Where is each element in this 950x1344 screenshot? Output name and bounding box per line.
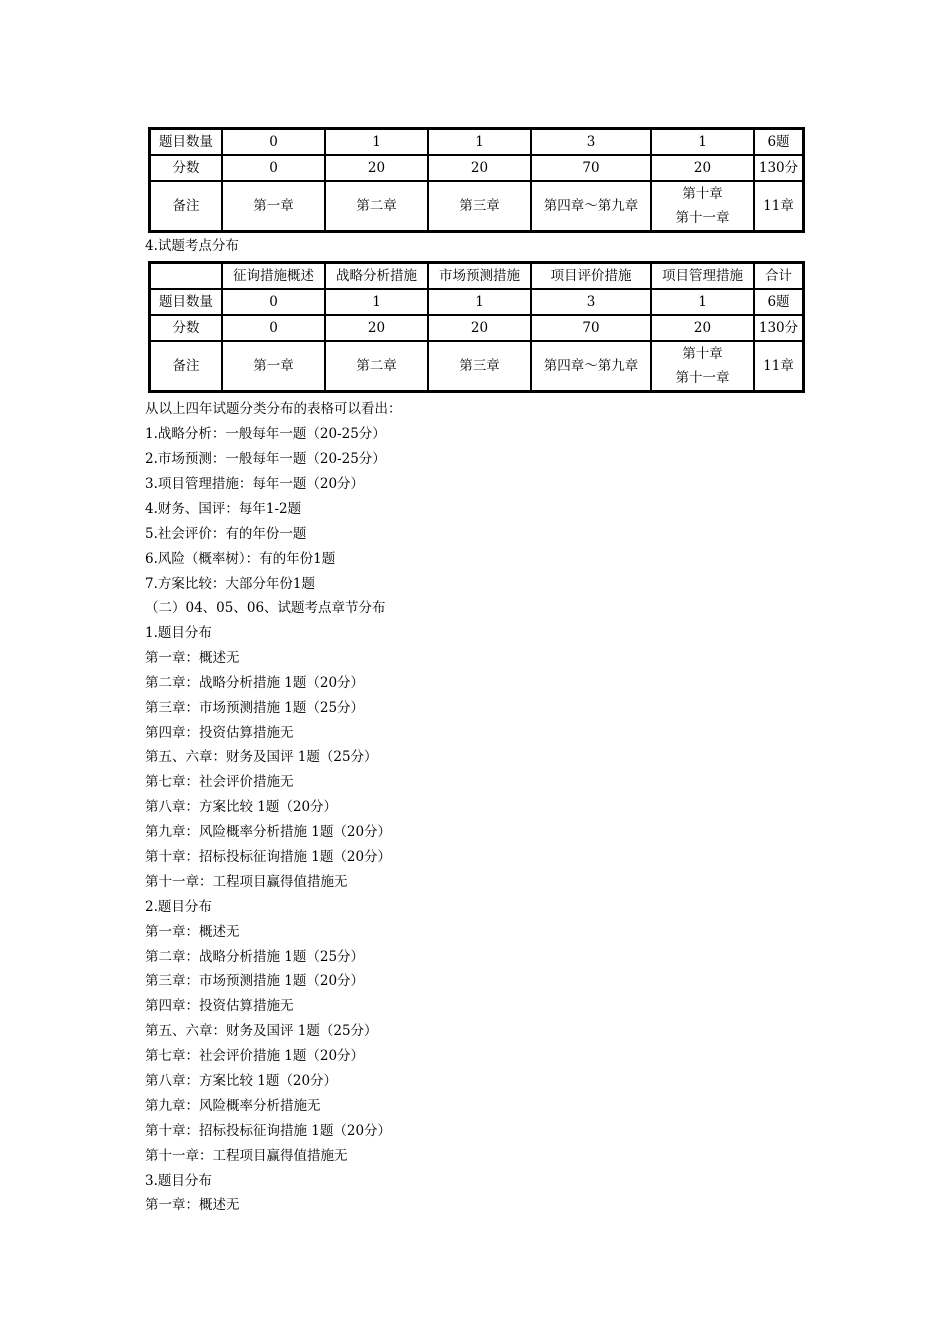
row-label: 题目数量 <box>150 129 222 155</box>
table-cell: 130分 <box>754 155 803 181</box>
row-label: 分数 <box>150 155 222 181</box>
table-header-row <box>150 263 803 289</box>
text-line: 2.市场预测：一般每年一题（20-25分） <box>145 451 386 467</box>
text-line: 第三章：市场预测措施 1题（25分） <box>145 700 365 716</box>
table-row <box>150 289 803 315</box>
table-row <box>150 341 803 391</box>
text-line: 2.题目分布 <box>145 899 212 915</box>
text-line: 第九章：风险概率分析措施 1题（20分） <box>145 824 392 840</box>
table-cell: 11章 <box>754 181 803 231</box>
text-line: 1.题目分布 <box>145 625 212 641</box>
text-line: 第九章：风险概率分析措施无 <box>145 1098 321 1114</box>
text-line: 第五、六章：财务及国评 1题（25分） <box>145 749 378 765</box>
header-cell: 项目管理措施 <box>651 263 754 289</box>
table-cell: 1 <box>651 129 754 155</box>
header-cell <box>150 263 222 289</box>
text-line: 第二章：战略分析措施 1题（25分） <box>145 949 365 965</box>
table-cell: 20 <box>651 155 754 181</box>
text-line: 6.风险（概率树）：有的年份1题 <box>145 551 336 567</box>
table-cell: 20 <box>428 315 531 341</box>
text-line: 第七章：社会评价措施无 <box>145 774 294 790</box>
table-cell: 3 <box>531 289 651 315</box>
text-line: 第四章：投资估算措施无 <box>145 725 294 741</box>
header-cell: 市场预测措施 <box>428 263 531 289</box>
table-cell: 第一章 <box>222 181 325 231</box>
topic-distribution-table <box>148 261 805 393</box>
text-line: 第五、六章：财务及国评 1题（25分） <box>145 1023 378 1039</box>
text-line: 第十一章：工程项目赢得值措施无 <box>145 874 348 890</box>
text-line: （二）04、05、06、试题考点章节分布 <box>145 600 386 616</box>
row-label: 备注 <box>150 181 222 231</box>
table-cell: 第二章 <box>325 181 428 231</box>
text-line: 3.题目分布 <box>145 1173 212 1189</box>
row-label: 题目数量 <box>150 289 222 315</box>
text-line: 第一章：概述无 <box>145 924 240 940</box>
section-heading: 4.试题考点分布 <box>145 238 239 254</box>
table-cell: 1 <box>325 289 428 315</box>
table-cell: 第三章 <box>428 181 531 231</box>
cell-line: 第十一章 <box>675 210 730 226</box>
table-cell: 6题 <box>754 129 803 155</box>
table-row <box>150 315 803 341</box>
text-line: 7.方案比较：大部分年份1题 <box>145 576 315 592</box>
table-cell: 第三章 <box>428 341 531 391</box>
table-row <box>150 155 803 181</box>
score-table-top <box>148 127 805 233</box>
table-cell: 第四章～第九章 <box>531 181 651 231</box>
table-cell: 70 <box>531 315 651 341</box>
text-line: 4.财务、国评：每年1-2题 <box>145 501 302 517</box>
table-cell: 130分 <box>754 315 803 341</box>
header-cell: 征询措施概述 <box>222 263 325 289</box>
header-cell: 合计 <box>754 263 803 289</box>
text-line: 第二章：战略分析措施 1题（20分） <box>145 675 365 691</box>
table-cell: 20 <box>325 315 428 341</box>
cell-line: 第十章 <box>682 186 723 202</box>
text-line: 第八章：方案比较 1题（20分） <box>145 799 338 815</box>
text-line: 1.战略分析：一般每年一题（20-25分） <box>145 426 386 442</box>
text-line: 第一章：概述无 <box>145 650 240 666</box>
row-label: 备注 <box>150 341 222 391</box>
text-line: 第八章：方案比较 1题（20分） <box>145 1073 338 1089</box>
table-cell: 0 <box>222 289 325 315</box>
table-cell: 3 <box>531 129 651 155</box>
table-cell: 第一章 <box>222 341 325 391</box>
table-cell: 1 <box>428 129 531 155</box>
table-cell: 1 <box>325 129 428 155</box>
table-cell: 第二章 <box>325 341 428 391</box>
table-cell <box>651 341 754 391</box>
table-row <box>150 129 803 155</box>
text-line: 3.项目管理措施：每年一题（20分） <box>145 476 365 492</box>
table-row <box>150 181 803 231</box>
text-line: 第十一章：工程项目赢得值措施无 <box>145 1148 348 1164</box>
table-cell: 70 <box>531 155 651 181</box>
cell-line: 第十一章 <box>675 370 730 386</box>
table-cell: 0 <box>222 129 325 155</box>
table-cell: 20 <box>428 155 531 181</box>
header-cell: 项目评价措施 <box>531 263 651 289</box>
text-line: 从以上四年试题分类分布的表格可以看出： <box>145 401 402 417</box>
text-line: 第七章：社会评价措施 1题（20分） <box>145 1048 365 1064</box>
table-cell <box>651 181 754 231</box>
text-line: 第十章：招标投标征询措施 1题（20分） <box>145 849 392 865</box>
text-line: 第四章：投资估算措施无 <box>145 998 294 1014</box>
table-cell: 第四章～第九章 <box>531 341 651 391</box>
text-line: 第三章：市场预测措施 1题（20分） <box>145 973 365 989</box>
table-cell: 0 <box>222 155 325 181</box>
text-line: 5.社会评价：有的年份一题 <box>145 526 307 542</box>
text-line: 第十章：招标投标征询措施 1题（20分） <box>145 1123 392 1139</box>
table-cell: 1 <box>651 289 754 315</box>
table-cell: 0 <box>222 315 325 341</box>
cell-line: 第十章 <box>682 346 723 362</box>
table-cell: 11章 <box>754 341 803 391</box>
text-line: 第一章：概述无 <box>145 1197 240 1213</box>
table-cell: 20 <box>651 315 754 341</box>
table-cell: 6题 <box>754 289 803 315</box>
table-cell: 20 <box>325 155 428 181</box>
table-cell: 1 <box>428 289 531 315</box>
header-cell: 战略分析措施 <box>325 263 428 289</box>
row-label: 分数 <box>150 315 222 341</box>
